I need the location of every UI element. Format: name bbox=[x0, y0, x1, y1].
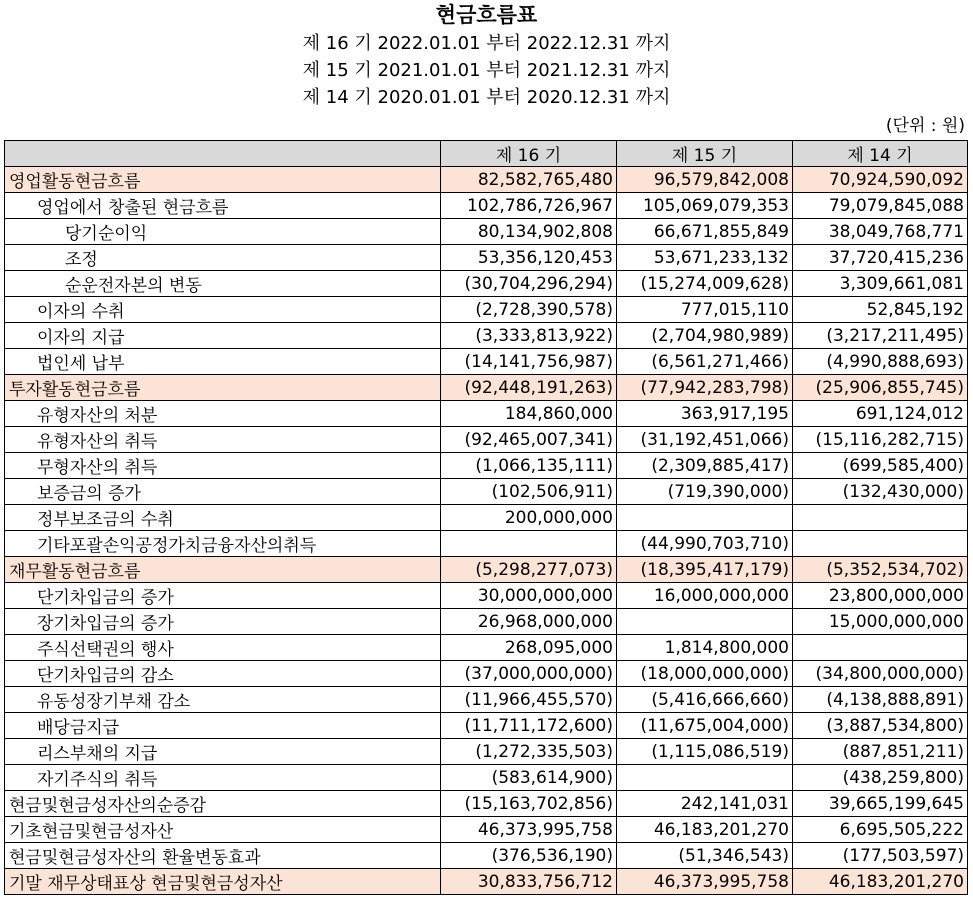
row-value-period-14: (25,906,855,745) bbox=[793, 375, 968, 401]
table-row bbox=[5, 583, 968, 609]
row-value-period-15: (2,704,980,989) bbox=[617, 323, 793, 349]
row-value-period-16: 30,000,000,000 bbox=[441, 583, 617, 609]
row-value-period-14: (438,259,800) bbox=[793, 765, 968, 791]
row-value-period-16: 53,356,120,453 bbox=[441, 245, 617, 271]
row-value-period-16: (15,163,702,856) bbox=[441, 791, 617, 817]
table-row bbox=[5, 297, 968, 323]
table-row bbox=[5, 687, 968, 713]
row-value-period-14: (887,851,211) bbox=[793, 739, 968, 765]
row-value-period-14: (177,503,597) bbox=[793, 843, 968, 869]
table-row bbox=[5, 479, 968, 505]
row-value-period-16: (1,272,335,503) bbox=[441, 739, 617, 765]
row-value-period-15: (18,395,417,179) bbox=[617, 557, 793, 583]
row-value-period-14: (5,352,534,702) bbox=[793, 557, 968, 583]
table-row bbox=[5, 609, 968, 635]
row-value-period-15: 96,579,842,008 bbox=[617, 167, 793, 193]
row-label: 보증금의 증가 bbox=[5, 479, 441, 505]
row-value-period-14: 52,845,192 bbox=[793, 297, 968, 323]
row-label: 리스부채의 지급 bbox=[5, 739, 441, 765]
table-row bbox=[5, 531, 968, 557]
row-value-period-16: 80,134,902,808 bbox=[441, 219, 617, 245]
row-label: 이자의 수취 bbox=[5, 297, 441, 323]
row-value-period-15: 777,015,110 bbox=[617, 297, 793, 323]
row-value-period-14: 15,000,000,000 bbox=[793, 609, 968, 635]
table-section-row bbox=[5, 869, 968, 895]
row-value-period-14: (3,887,534,800) bbox=[793, 713, 968, 739]
row-value-period-14: (4,138,888,891) bbox=[793, 687, 968, 713]
row-value-period-14 bbox=[793, 505, 968, 531]
row-value-period-16: (14,141,756,987) bbox=[441, 349, 617, 375]
row-value-period-16: (30,704,296,294) bbox=[441, 271, 617, 297]
table-header-row bbox=[5, 141, 968, 167]
row-value-period-15 bbox=[617, 505, 793, 531]
row-value-period-16: 46,373,995,758 bbox=[441, 817, 617, 843]
row-value-period-16: (11,711,172,600) bbox=[441, 713, 617, 739]
table-row bbox=[5, 843, 968, 869]
row-value-period-15 bbox=[617, 765, 793, 791]
table-row bbox=[5, 401, 968, 427]
row-value-period-16: (583,614,900) bbox=[441, 765, 617, 791]
row-value-period-16: 102,786,726,967 bbox=[441, 193, 617, 219]
row-value-period-16: (1,066,135,111) bbox=[441, 453, 617, 479]
table-row bbox=[5, 817, 968, 843]
row-value-period-15: (6,561,271,466) bbox=[617, 349, 793, 375]
row-label: 기타포괄손익공정가치금융자산의취득 bbox=[5, 531, 441, 557]
row-label: 투자활동현금흐름 bbox=[5, 375, 441, 401]
row-value-period-16: 184,860,000 bbox=[441, 401, 617, 427]
header-period-16: 제 16 기 bbox=[441, 141, 617, 167]
table-row bbox=[5, 739, 968, 765]
row-value-period-16: 200,000,000 bbox=[441, 505, 617, 531]
row-label: 영업에서 창출된 현금흐름 bbox=[5, 193, 441, 219]
row-value-period-16: (37,000,000,000) bbox=[441, 661, 617, 687]
row-value-period-15: 1,814,800,000 bbox=[617, 635, 793, 661]
row-value-period-16 bbox=[441, 531, 617, 557]
row-value-period-14 bbox=[793, 635, 968, 661]
table-row bbox=[5, 323, 968, 349]
row-value-period-15: (719,390,000) bbox=[617, 479, 793, 505]
row-label: 유동성장기부채 감소 bbox=[5, 687, 441, 713]
row-value-period-15 bbox=[617, 609, 793, 635]
row-value-period-15: (1,115,086,519) bbox=[617, 739, 793, 765]
table-row bbox=[5, 245, 968, 271]
table-row bbox=[5, 791, 968, 817]
row-label: 재무활동현금흐름 bbox=[5, 557, 441, 583]
header-label-column bbox=[5, 141, 441, 167]
row-value-period-16: 268,095,000 bbox=[441, 635, 617, 661]
row-value-period-15: (31,192,451,066) bbox=[617, 427, 793, 453]
unit-label: (단위 : 원) bbox=[885, 116, 965, 136]
row-label: 순운전자본의 변동 bbox=[5, 271, 441, 297]
table-row bbox=[5, 219, 968, 245]
row-value-period-16: 30,833,756,712 bbox=[441, 869, 617, 895]
row-label: 조정 bbox=[5, 245, 441, 271]
row-value-period-15: 46,183,201,270 bbox=[617, 817, 793, 843]
row-value-period-15: 46,373,995,758 bbox=[617, 869, 793, 895]
row-value-period-15: (2,309,885,417) bbox=[617, 453, 793, 479]
row-value-period-16: (102,506,911) bbox=[441, 479, 617, 505]
table-row bbox=[5, 713, 968, 739]
row-label: 영업활동현금흐름 bbox=[5, 167, 441, 193]
table-row bbox=[5, 505, 968, 531]
row-value-period-14: 691,124,012 bbox=[793, 401, 968, 427]
row-label: 기말 재무상태표상 현금및현금성자산 bbox=[5, 869, 441, 895]
row-value-period-16: (5,298,277,073) bbox=[441, 557, 617, 583]
table-row bbox=[5, 453, 968, 479]
table-section-row bbox=[5, 557, 968, 583]
row-value-period-15: 66,671,855,849 bbox=[617, 219, 793, 245]
row-label: 배당금지급 bbox=[5, 713, 441, 739]
row-value-period-14: 23,800,000,000 bbox=[793, 583, 968, 609]
table-row bbox=[5, 427, 968, 453]
row-value-period-15: (77,942,283,798) bbox=[617, 375, 793, 401]
row-value-period-14: (15,116,282,715) bbox=[793, 427, 968, 453]
row-value-period-14: 37,720,415,236 bbox=[793, 245, 968, 271]
row-value-period-15: (44,990,703,710) bbox=[617, 531, 793, 557]
row-label: 무형자산의 취득 bbox=[5, 453, 441, 479]
table-row bbox=[5, 193, 968, 219]
row-value-period-14: (34,800,000,000) bbox=[793, 661, 968, 687]
row-label: 법인세 납부 bbox=[5, 349, 441, 375]
row-value-period-16: 82,582,765,480 bbox=[441, 167, 617, 193]
cash-flow-table bbox=[4, 140, 968, 895]
period-line-16: 제 16 기 2022.01.01 부터 2022.12.31 까지 bbox=[302, 33, 671, 54]
row-value-period-14 bbox=[793, 531, 968, 557]
row-value-period-14: 3,309,661,081 bbox=[793, 271, 968, 297]
row-label: 당기순이익 bbox=[5, 219, 441, 245]
row-value-period-14: 6,695,505,222 bbox=[793, 817, 968, 843]
period-line-14: 제 14 기 2020.01.01 부터 2020.12.31 까지 bbox=[302, 87, 671, 108]
row-label: 주식선택권의 행사 bbox=[5, 635, 441, 661]
row-value-period-14: 70,924,590,092 bbox=[793, 167, 968, 193]
row-value-period-14: (4,990,888,693) bbox=[793, 349, 968, 375]
row-value-period-15: 53,671,233,132 bbox=[617, 245, 793, 271]
table-section-row bbox=[5, 167, 968, 193]
header-period-14: 제 14 기 bbox=[793, 141, 968, 167]
row-value-period-14: 39,665,199,645 bbox=[793, 791, 968, 817]
row-value-period-14: (699,585,400) bbox=[793, 453, 968, 479]
row-value-period-16: (2,728,390,578) bbox=[441, 297, 617, 323]
row-value-period-15: 16,000,000,000 bbox=[617, 583, 793, 609]
row-value-period-15: (18,000,000,000) bbox=[617, 661, 793, 687]
row-value-period-16: (11,966,455,570) bbox=[441, 687, 617, 713]
header-period-15: 제 15 기 bbox=[617, 141, 793, 167]
row-value-period-14: 46,183,201,270 bbox=[793, 869, 968, 895]
row-label: 기초현금및현금성자산 bbox=[5, 817, 441, 843]
row-value-period-14: 38,049,768,771 bbox=[793, 219, 968, 245]
row-value-period-16: (92,448,191,263) bbox=[441, 375, 617, 401]
row-value-period-15: (15,274,009,628) bbox=[617, 271, 793, 297]
row-label: 현금및현금성자산의 환율변동효과 bbox=[5, 843, 441, 869]
document-title: 현금흐름표 bbox=[435, 3, 538, 27]
row-value-period-15: 105,069,079,353 bbox=[617, 193, 793, 219]
row-value-period-16: (92,465,007,341) bbox=[441, 427, 617, 453]
row-label: 정부보조금의 수취 bbox=[5, 505, 441, 531]
row-value-period-14: 79,079,845,088 bbox=[793, 193, 968, 219]
row-value-period-16: (3,333,813,922) bbox=[441, 323, 617, 349]
row-value-period-15: 242,141,031 bbox=[617, 791, 793, 817]
row-value-period-15: 363,917,195 bbox=[617, 401, 793, 427]
period-line-15: 제 15 기 2021.01.01 부터 2021.12.31 까지 bbox=[302, 60, 671, 81]
row-value-period-16: 26,968,000,000 bbox=[441, 609, 617, 635]
row-value-period-16: (376,536,190) bbox=[441, 843, 617, 869]
row-label: 장기차입금의 증가 bbox=[5, 609, 441, 635]
table-row bbox=[5, 271, 968, 297]
row-label: 현금및현금성자산의순증감 bbox=[5, 791, 441, 817]
row-label: 유형자산의 취득 bbox=[5, 427, 441, 453]
row-value-period-15: (11,675,004,000) bbox=[617, 713, 793, 739]
row-label: 단기차입금의 증가 bbox=[5, 583, 441, 609]
row-label: 자기주식의 취득 bbox=[5, 765, 441, 791]
row-value-period-15: (5,416,666,660) bbox=[617, 687, 793, 713]
table-body bbox=[5, 167, 968, 895]
table-section-row bbox=[5, 375, 968, 401]
row-value-period-14: (132,430,000) bbox=[793, 479, 968, 505]
table-row bbox=[5, 635, 968, 661]
row-value-period-14: (3,217,211,495) bbox=[793, 323, 968, 349]
table-row bbox=[5, 661, 968, 687]
table-row bbox=[5, 765, 968, 791]
row-label: 단기차입금의 감소 bbox=[5, 661, 441, 687]
row-label: 유형자산의 처분 bbox=[5, 401, 441, 427]
table-row bbox=[5, 349, 968, 375]
row-label: 이자의 지급 bbox=[5, 323, 441, 349]
row-value-period-15: (51,346,543) bbox=[617, 843, 793, 869]
